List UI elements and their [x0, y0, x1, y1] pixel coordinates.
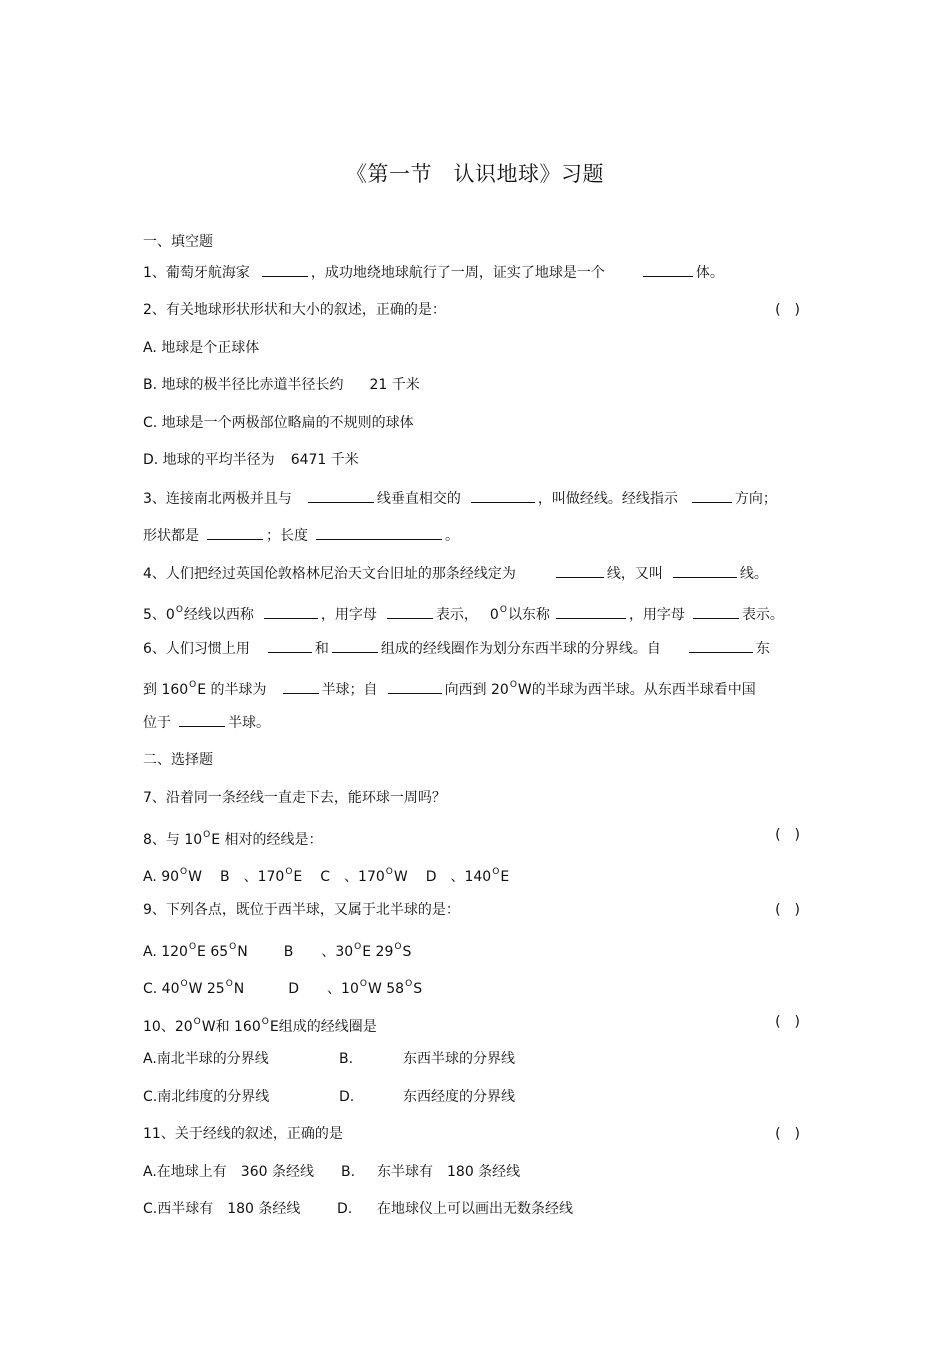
question-3: 3、连接南北两极并且与 线垂直相交的 ，叫做经线。经线指示 方向； — [143, 486, 808, 510]
question-5: 5、$0^O$经线以西称 ，用字母 表示， $0^O$以东称 ，用字母 表示。 — [143, 598, 808, 622]
question-9-options-ab: A. $120^OE$ $65^ON$ B 、$30^OE$ $29^OS$ — [143, 942, 412, 960]
question-8: 8、与 $10^OE$ 相对的经线是： ( ) — [143, 823, 808, 847]
answer-blank[interactable] — [387, 602, 433, 619]
answer-blank[interactable] — [556, 561, 604, 578]
question-11-options-cd: C.西半球有 180 条经线 D. 在地球仪上可以画出无数条经线 — [143, 1201, 573, 1217]
section-heading-choice: 二、选择题 — [143, 752, 213, 768]
question-8-options: A. $90^OW$ B 、$170^OE$ C 、$170^OW$ D 、$140^OE$ — [143, 867, 510, 885]
answer-blank[interactable] — [332, 636, 378, 653]
question-9-options-cd: C. $40^OW$ $25^ON$ D 、$10^OW$ $58^OS$ — [143, 979, 423, 997]
question-6-cont2: 位于 半球。 — [143, 710, 808, 734]
answer-blank[interactable] — [316, 523, 442, 540]
question-4: 4、人们把经过英国伦敦格林尼治天文台旧址的那条经线定为 线，又叫 线。 — [143, 561, 808, 585]
answer-blank[interactable] — [179, 710, 225, 727]
answer-blank[interactable] — [673, 561, 737, 578]
answer-bracket[interactable]: ( ) — [775, 827, 800, 843]
question-9: 9、下列各点，既位于西半球，又属于北半球的是： ( ) — [143, 898, 808, 922]
option-c: C. 地球是一个两极部位略扁的不规则的球体 — [143, 415, 414, 431]
answer-blank[interactable] — [471, 486, 535, 503]
option-b: B. 地球的极半径比赤道半径长约 21 千米 — [143, 377, 420, 393]
question-10-options-ab: A.南北半球的分界线 B. 东西半球的分界线 — [143, 1051, 515, 1067]
question-6: 6、人们习惯上用 和 组成的经线圈作为划分东西半球的分界线。自 东 — [143, 636, 808, 660]
page-title: 《第一节 认识地球》习题 — [346, 162, 604, 186]
answer-bracket[interactable]: ( ) — [775, 302, 800, 318]
answer-blank[interactable] — [388, 677, 442, 694]
answer-bracket[interactable]: ( ) — [775, 902, 800, 918]
answer-blank[interactable] — [262, 260, 308, 277]
option-a: A. 地球是个正球体 — [143, 340, 260, 356]
answer-blank[interactable] — [308, 486, 374, 503]
question-10-options-cd: C.南北纬度的分界线 D. 东西经度的分界线 — [143, 1089, 515, 1105]
question-6-cont: 到 $160^OE$ 的半球为 半球；自 向西到 $20^OW$的半球为西半球。从东西半球看中国 — [143, 673, 808, 697]
answer-blank[interactable] — [207, 523, 263, 540]
answer-blank[interactable] — [689, 636, 753, 653]
question-11: 11、关于经线的叙述，正确的是 ( ) — [143, 1122, 808, 1146]
answer-blank[interactable] — [692, 486, 732, 503]
question-10: 10、$20^OW$和 $160^OE$组成的经线圈是 ( ) — [143, 1010, 808, 1034]
answer-bracket[interactable]: ( ) — [775, 1014, 800, 1030]
option-d: D. 地球的平均半径为 6471 千米 — [143, 452, 359, 468]
answer-blank[interactable] — [264, 602, 318, 619]
section-heading-fill: 一、填空题 — [143, 234, 213, 250]
answer-blank[interactable] — [643, 260, 693, 277]
question-7: 7、沿着同一条经线一直走下去，能环球一周吗？ — [143, 790, 446, 806]
answer-bracket[interactable]: ( ) — [775, 1126, 800, 1142]
question-11-options-ab: A.在地球上有 360 条经线 B. 东半球有 180 条经线 — [143, 1164, 521, 1180]
answer-blank[interactable] — [283, 677, 319, 694]
question-3-cont: 形状都是 ；长度 。 — [143, 523, 808, 547]
question-2: 2、有关地球形状形状和大小的叙述，正确的是： ( ) — [143, 298, 808, 322]
answer-blank[interactable] — [693, 602, 739, 619]
question-1: 1、葡萄牙航海家 ，成功地绕地球航行了一周，证实了地球是一个 体。 — [143, 260, 808, 284]
answer-blank[interactable] — [268, 636, 312, 653]
answer-blank[interactable] — [556, 602, 626, 619]
